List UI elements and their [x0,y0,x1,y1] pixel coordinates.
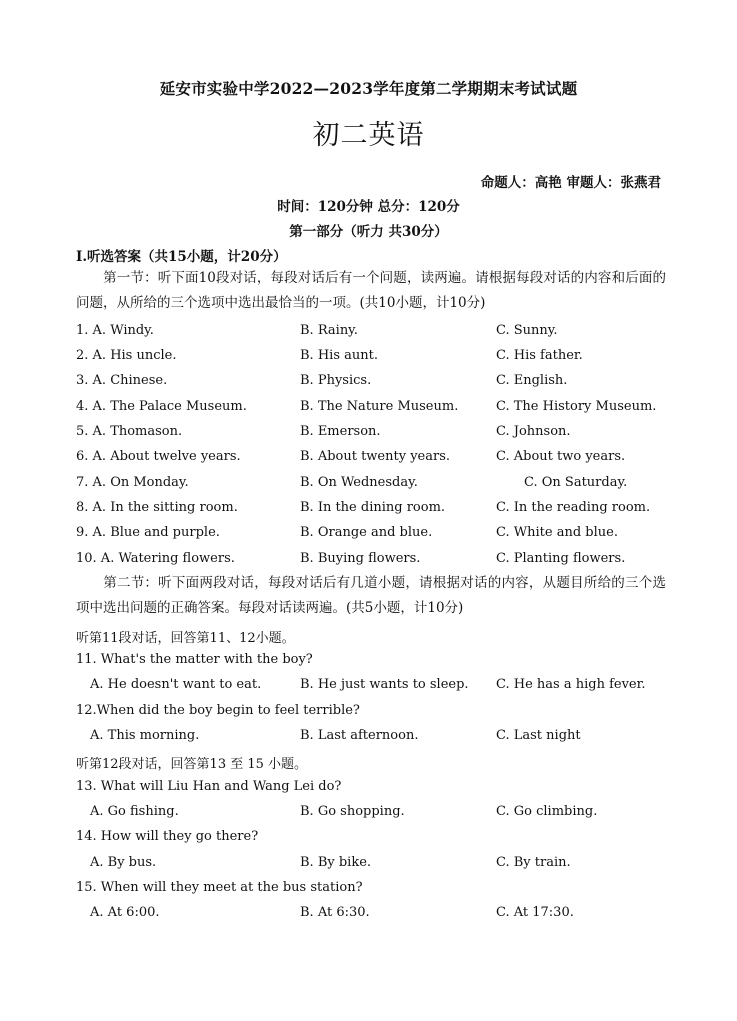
question-row [0,449,737,469]
option-b: B. Emerson. [300,424,381,439]
option-a: 7. A. On Monday. [76,475,189,490]
option-a: A. By bus. [90,855,157,870]
option-b: B. Buying flowers. [300,551,421,566]
option-b: B. Last afternoon. [300,728,419,743]
option-b: B. Rainy. [300,323,358,338]
option-c: C. Planting flowers. [496,551,626,566]
option-c: C. He has a high fever. [496,677,646,692]
option-a: 10. A. Watering flowers. [76,551,235,566]
option-a: 9. A. Blue and purple. [76,525,220,540]
option-a: A. At 6:00. [90,905,160,920]
option-c: C. The History Museum. [496,399,657,414]
part2-instruction-text: 第二节：听下面两段对话，每段对话后有几道小题，请根据对话的内容，从题目所给的三个选项中选出问题的正确答案。每段对话读两遍。(共5小题，计10分) [76,575,666,616]
question-row [0,551,737,571]
part2-instruction [76,571,666,621]
option-b: B. He just wants to sleep. [300,677,469,692]
option-b: B. His aunt. [300,348,378,363]
option-b: B. By bike. [300,855,372,870]
option-c: C. Johnson. [496,424,571,439]
option-b: B. Go shopping. [300,804,405,819]
option-c: C. In the reading room. [496,500,651,515]
option-c: C. White and blue. [496,525,618,540]
option-c: C. Go climbing. [496,804,598,819]
question-row [0,677,737,697]
option-b: B. Orange and blue. [300,525,433,540]
question-row [0,323,737,343]
option-a: 4. A. The Palace Museum. [76,399,247,414]
subject-title: 初二英语 [312,120,425,151]
question-stem: 15. When will they meet at the bus station? [76,880,363,895]
option-a: 5. A. Thomason. [76,424,183,439]
question-row [0,905,737,925]
part1-instruction [76,266,666,316]
option-c: C. Last night [496,728,581,743]
option-c: C. English. [496,373,568,388]
option-c: C. By train. [496,855,571,870]
question-row [0,728,737,748]
question-row [0,348,737,368]
option-b: B. The Nature Museum. [300,399,459,414]
question-stem: 14. How will they go there? [76,829,259,844]
question-row [0,475,737,495]
question-stem: 12.When did the boy begin to feel terrible? [76,703,360,718]
question-stem: 11. What's the matter with the boy? [76,652,313,667]
option-c: C. Sunny. [496,323,558,338]
section-heading: I.听选答案（共15小题，计20分） [76,249,287,265]
dialogue-intro: 听第12段对话，回答第13 至 15 小题。 [76,757,308,772]
option-a: A. Go fishing. [90,804,179,819]
question-row [0,804,737,824]
question-row [0,500,737,520]
option-a: A. This morning. [90,728,200,743]
option-a: 8. A. In the sitting room. [76,500,238,515]
option-b: B. On Wednesday. [300,475,418,490]
option-c: C. His father. [496,348,583,363]
question-stem: 13. What will Liu Han and Wang Lei do? [76,779,342,794]
question-row [0,373,737,393]
option-a: 2. A. His uncle. [76,348,177,363]
question-row [0,525,737,545]
question-row [0,855,737,875]
option-c: C. On Saturday. [524,475,628,490]
option-a: A. He doesn't want to eat. [90,677,262,692]
option-a: 1. A. Windy. [76,323,154,338]
question-row [0,399,737,419]
dialogue-intro: 听第11段对话，回答第11、12小题。 [76,631,295,646]
option-b: B. Physics. [300,373,372,388]
part1-instruction-text: 第一节：听下面10段对话，每段对话后有一个问题，读两遍。请根据每段对话的内容和后面的问题，从所给的三个选项中选出最恰当的一项。(共10小题，计10分) [76,270,666,311]
option-b: B. At 6:30. [300,905,370,920]
question-row [0,424,737,444]
exam-title: 延安市实验中学2022—2023学年度第二学期期末考试试题 [159,79,578,98]
part-one-heading: 第一部分（听力 共30分） [289,224,448,240]
authors-line: 命题人：高艳 审题人：张燕君 [480,175,661,191]
option-c: C. At 17:30. [496,905,574,920]
option-c: C. About two years. [496,449,626,464]
option-a: 3. A. Chinese. [76,373,168,388]
option-b: B. About twenty years. [300,449,451,464]
time-score-line: 时间：120分钟 总分：120分 [277,199,460,215]
option-a: 6. A. About twelve years. [76,449,241,464]
option-b: B. In the dining room. [300,500,446,515]
